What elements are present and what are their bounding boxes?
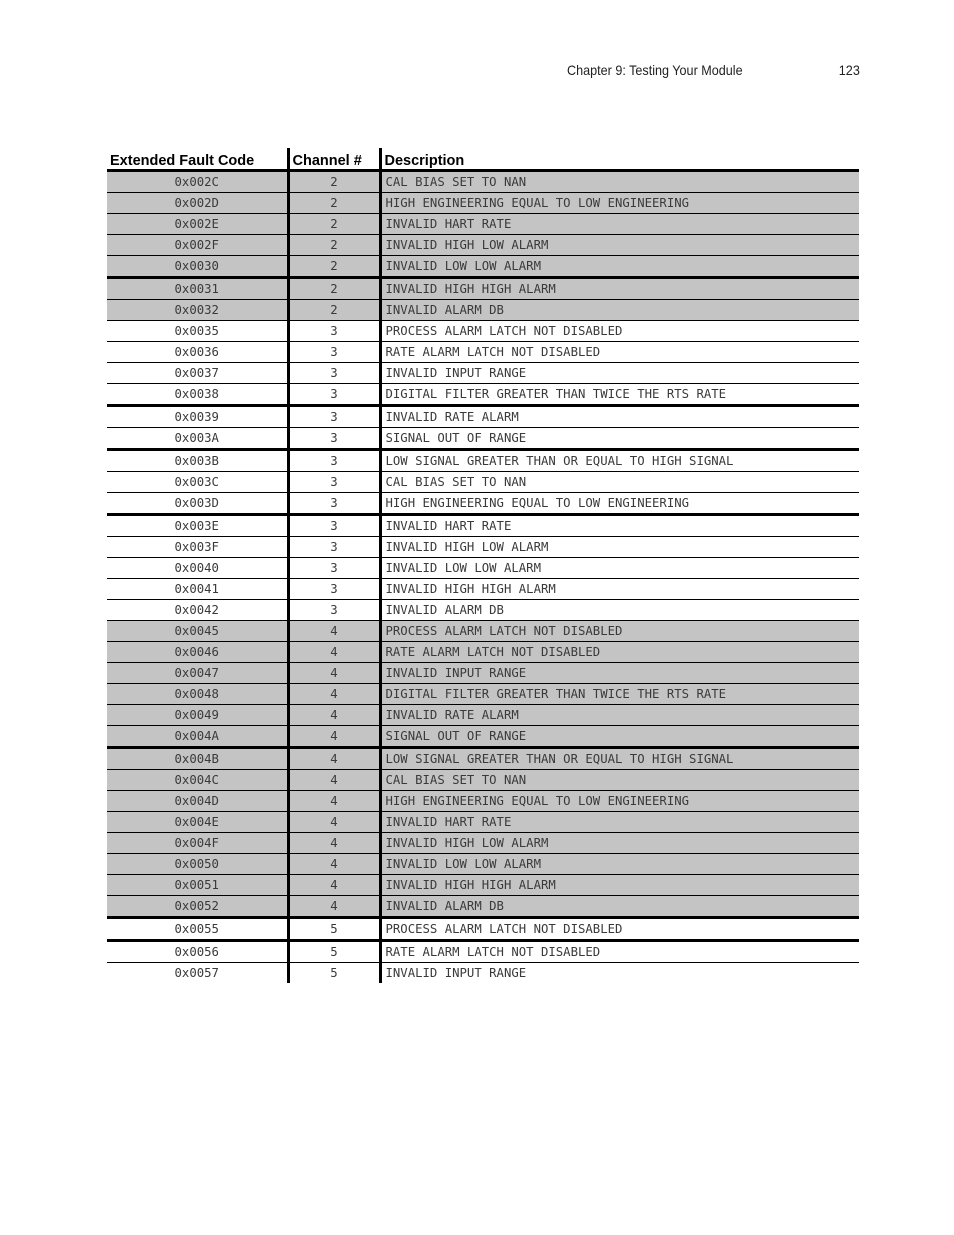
- fault-code-cell: 0x0035: [107, 321, 288, 342]
- channel-cell: 4: [288, 770, 380, 791]
- channel-cell: 3: [288, 558, 380, 579]
- channel-cell: 4: [288, 875, 380, 896]
- fault-code-cell: 0x0039: [107, 406, 288, 428]
- table-row: [107, 579, 859, 600]
- channel-cell: 5: [288, 918, 380, 941]
- table-row: [107, 214, 859, 235]
- description-cell: INVALID HIGH HIGH ALARM: [380, 278, 859, 300]
- description-cell: INVALID INPUT RANGE: [380, 963, 859, 984]
- fault-code-cell: 0x003C: [107, 472, 288, 493]
- description-cell: INVALID RATE ALARM: [380, 705, 859, 726]
- channel-cell: 2: [288, 300, 380, 321]
- table-row: [107, 770, 859, 791]
- table-row: [107, 600, 859, 621]
- fault-code-cell: 0x0031: [107, 278, 288, 300]
- fault-code-cell: 0x0030: [107, 256, 288, 278]
- description-cell: CAL BIAS SET TO NAN: [380, 472, 859, 493]
- table-row: [107, 256, 859, 278]
- table-row: [107, 833, 859, 854]
- table-row: [107, 726, 859, 748]
- channel-cell: 3: [288, 493, 380, 515]
- channel-cell: 4: [288, 748, 380, 770]
- table-row: [107, 791, 859, 812]
- description-cell: HIGH ENGINEERING EQUAL TO LOW ENGINEERING: [380, 193, 859, 214]
- fault-code-cell: 0x0047: [107, 663, 288, 684]
- description-cell: INVALID HIGH LOW ALARM: [380, 537, 859, 558]
- fault-code-cell: 0x004E: [107, 812, 288, 833]
- table-row: [107, 854, 859, 875]
- description-cell: INVALID ALARM DB: [380, 300, 859, 321]
- description-cell: HIGH ENGINEERING EQUAL TO LOW ENGINEERING: [380, 791, 859, 812]
- fault-code-cell: 0x002D: [107, 193, 288, 214]
- description-cell: RATE ALARM LATCH NOT DISABLED: [380, 941, 859, 963]
- table-row: [107, 406, 859, 428]
- description-cell: INVALID LOW LOW ALARM: [380, 854, 859, 875]
- fault-code-cell: 0x0032: [107, 300, 288, 321]
- table-row: [107, 748, 859, 770]
- fault-code-cell: 0x0056: [107, 941, 288, 963]
- description-cell: PROCESS ALARM LATCH NOT DISABLED: [380, 621, 859, 642]
- fault-code-cell: 0x003A: [107, 428, 288, 450]
- channel-cell: 4: [288, 684, 380, 705]
- fault-code-table: [107, 148, 859, 983]
- description-cell: INVALID HIGH HIGH ALARM: [380, 579, 859, 600]
- description-cell: INVALID INPUT RANGE: [380, 363, 859, 384]
- channel-cell: 3: [288, 384, 380, 406]
- table-row: [107, 171, 859, 193]
- fault-code-cell: 0x0036: [107, 342, 288, 363]
- channel-cell: 3: [288, 600, 380, 621]
- channel-cell: 3: [288, 321, 380, 342]
- table-row: [107, 342, 859, 363]
- description-cell: CAL BIAS SET TO NAN: [380, 770, 859, 791]
- fault-code-cell: 0x0046: [107, 642, 288, 663]
- description-cell: INVALID ALARM DB: [380, 896, 859, 918]
- chapter-title: Chapter 9: Testing Your Module: [567, 62, 743, 78]
- fault-code-cell: 0x004C: [107, 770, 288, 791]
- page-header: [0, 62, 859, 82]
- channel-cell: 3: [288, 406, 380, 428]
- table-row: [107, 235, 859, 256]
- channel-cell: 4: [288, 833, 380, 854]
- column-header-code: Extended Fault Code: [107, 148, 288, 171]
- channel-cell: 3: [288, 579, 380, 600]
- description-cell: PROCESS ALARM LATCH NOT DISABLED: [380, 321, 859, 342]
- fault-code-cell: 0x003F: [107, 537, 288, 558]
- fault-code-cell: 0x003D: [107, 493, 288, 515]
- table-row: [107, 812, 859, 833]
- description-cell: PROCESS ALARM LATCH NOT DISABLED: [380, 918, 859, 941]
- table-row: [107, 896, 859, 918]
- channel-cell: 5: [288, 963, 380, 984]
- table-row: [107, 558, 859, 579]
- channel-cell: 4: [288, 812, 380, 833]
- channel-cell: 3: [288, 363, 380, 384]
- description-cell: INVALID ALARM DB: [380, 600, 859, 621]
- description-cell: INVALID INPUT RANGE: [380, 663, 859, 684]
- channel-cell: 3: [288, 342, 380, 363]
- channel-cell: 2: [288, 171, 380, 193]
- fault-code-cell: 0x004B: [107, 748, 288, 770]
- fault-code-cell: 0x0038: [107, 384, 288, 406]
- fault-code-cell: 0x0040: [107, 558, 288, 579]
- channel-cell: 4: [288, 621, 380, 642]
- description-cell: INVALID HART RATE: [380, 515, 859, 537]
- table-row: [107, 428, 859, 450]
- table-row: [107, 450, 859, 472]
- fault-code-cell: 0x002E: [107, 214, 288, 235]
- table-row: [107, 537, 859, 558]
- table-body: [107, 171, 859, 984]
- fault-code-cell: 0x0041: [107, 579, 288, 600]
- channel-cell: 4: [288, 726, 380, 748]
- description-cell: INVALID RATE ALARM: [380, 406, 859, 428]
- fault-code-cell: 0x004F: [107, 833, 288, 854]
- fault-code-cell: 0x0048: [107, 684, 288, 705]
- description-cell: INVALID HIGH HIGH ALARM: [380, 875, 859, 896]
- channel-cell: 2: [288, 193, 380, 214]
- table-row: [107, 515, 859, 537]
- table-row: [107, 663, 859, 684]
- fault-code-cell: 0x0049: [107, 705, 288, 726]
- channel-cell: 4: [288, 791, 380, 812]
- channel-cell: 4: [288, 705, 380, 726]
- fault-code-cell: 0x0050: [107, 854, 288, 875]
- description-cell: INVALID HIGH LOW ALARM: [380, 833, 859, 854]
- description-cell: DIGITAL FILTER GREATER THAN TWICE THE RTS RATE: [380, 684, 859, 705]
- channel-cell: 4: [288, 663, 380, 684]
- description-cell: DIGITAL FILTER GREATER THAN TWICE THE RTS RATE: [380, 384, 859, 406]
- column-header-description: Description: [380, 148, 859, 171]
- description-cell: RATE ALARM LATCH NOT DISABLED: [380, 342, 859, 363]
- fault-code-cell: 0x0057: [174, 966, 219, 980]
- description-cell: INVALID LOW LOW ALARM: [380, 558, 859, 579]
- table-row: [107, 384, 859, 406]
- table-header-row: [107, 148, 859, 171]
- channel-cell: 3: [288, 450, 380, 472]
- description-cell: INVALID HIGH LOW ALARM: [380, 235, 859, 256]
- description-cell: SIGNAL OUT OF RANGE: [380, 428, 859, 450]
- channel-cell: 3: [288, 428, 380, 450]
- channel-cell: 5: [288, 941, 380, 963]
- channel-cell: 2: [288, 278, 380, 300]
- fault-code-cell: 0x002F: [107, 235, 288, 256]
- table-row: [107, 941, 859, 963]
- table-row: [107, 278, 859, 300]
- table-row: [107, 875, 859, 896]
- description-cell: INVALID HART RATE: [380, 812, 859, 833]
- channel-cell: 3: [288, 472, 380, 493]
- table-row: [107, 642, 859, 663]
- channel-cell: 4: [288, 896, 380, 918]
- description-cell: INVALID LOW LOW ALARM: [380, 256, 859, 278]
- description-cell: SIGNAL OUT OF RANGE: [380, 726, 859, 748]
- page-number: 123: [838, 62, 860, 78]
- fault-code-cell: 0x0052: [107, 896, 288, 918]
- description-cell: LOW SIGNAL GREATER THAN OR EQUAL TO HIGH SIGNAL: [380, 748, 859, 770]
- channel-cell: 3: [288, 537, 380, 558]
- column-header-channel: Channel #: [288, 148, 380, 171]
- channel-cell: 2: [288, 256, 380, 278]
- description-cell: INVALID HART RATE: [380, 214, 859, 235]
- channel-cell: 2: [288, 235, 380, 256]
- table-row: [107, 621, 859, 642]
- table-row: [107, 363, 859, 384]
- channel-cell: 2: [288, 214, 380, 235]
- description-cell: HIGH ENGINEERING EQUAL TO LOW ENGINEERING: [380, 493, 859, 515]
- table-row: [107, 684, 859, 705]
- fault-code-cell: 0x002C: [107, 171, 288, 193]
- fault-code-cell: 0x004D: [107, 791, 288, 812]
- channel-cell: 3: [288, 515, 380, 537]
- channel-cell: 4: [288, 854, 380, 875]
- table-row: [107, 705, 859, 726]
- fault-code-cell: 0x004A: [107, 726, 288, 748]
- description-cell: CAL BIAS SET TO NAN: [380, 171, 859, 193]
- fault-code-cell: 0x0037: [107, 363, 288, 384]
- description-cell: LOW SIGNAL GREATER THAN OR EQUAL TO HIGH SIGNAL: [380, 450, 859, 472]
- table-row: [107, 963, 859, 984]
- fault-code-cell: 0x0051: [107, 875, 288, 896]
- fault-code-cell: 0x003B: [107, 450, 288, 472]
- table-row: [107, 300, 859, 321]
- fault-code-cell: 0x0045: [107, 621, 288, 642]
- table-row: [107, 193, 859, 214]
- fault-code-cell: 0x0055: [107, 918, 288, 941]
- table-row: [107, 321, 859, 342]
- fault-code-cell: 0x003E: [107, 515, 288, 537]
- channel-cell: 4: [288, 642, 380, 663]
- table-row: [107, 918, 859, 941]
- fault-code-cell: 0x0042: [107, 600, 288, 621]
- table-row: [107, 472, 859, 493]
- table-row: [107, 493, 859, 515]
- description-cell: RATE ALARM LATCH NOT DISABLED: [380, 642, 859, 663]
